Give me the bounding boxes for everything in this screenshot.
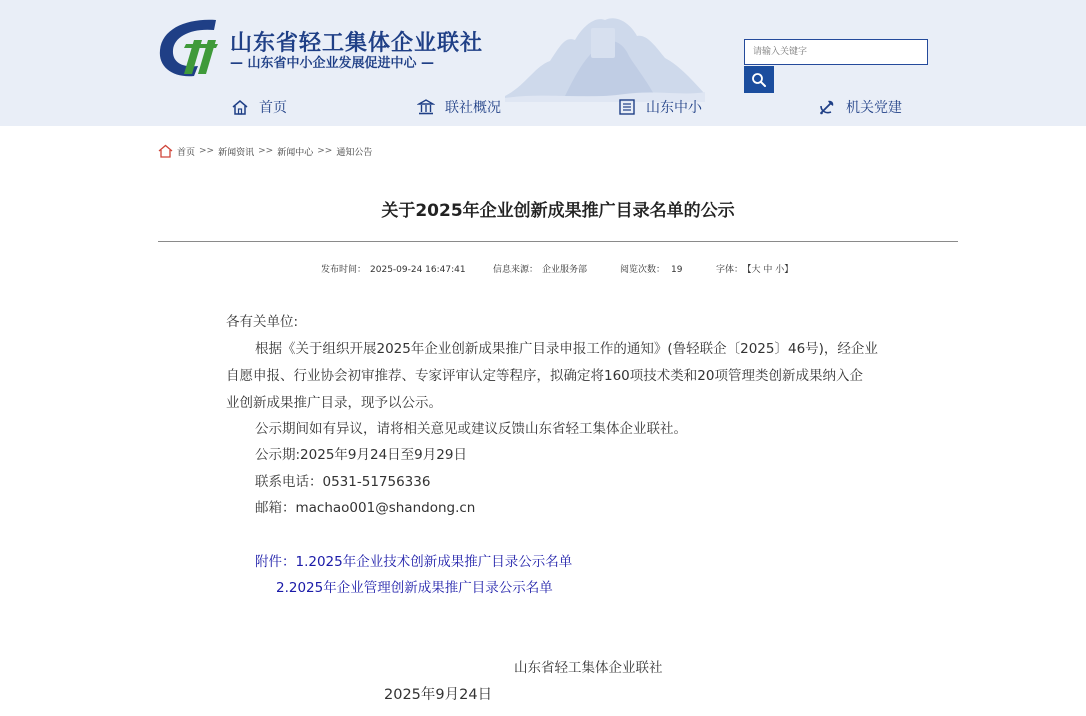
signature-date: 2025年9月24日 [384,687,493,703]
view-count [620,262,682,275]
paragraph-line: 业创新成果推广目录，现予以公示。 [226,395,442,411]
font-size-control [716,262,793,275]
article-title: 关于2025年企业创新成果推广目录名单的公示 [381,201,735,221]
nav-label: 首页 [259,100,287,116]
attachment-link-2[interactable]: 2.2025年企业管理创新成果推广目录公示名单 [276,580,553,596]
home-icon [158,144,173,158]
nav-item-about[interactable] [417,97,501,117]
org-subtitle: — 山东省中小企业发展促进中心 — [230,56,435,71]
info-source [493,262,587,275]
search-icon [751,72,767,88]
institution-icon [417,98,435,116]
nav-label: 山东中小 [646,100,702,116]
paragraph-line: 自愿申报、行业协会初审推荐、专家评审认定等程序，拟确定将160项技术类和20项管理类创新成果纳入企 [226,368,863,384]
info-source-label: 信息来源： [493,265,539,275]
breadcrumb-notices[interactable]: 通知公告 [336,147,373,158]
view-count-value: 19 [671,265,683,275]
nav-item-sd-sme[interactable] [618,97,702,117]
view-count-label: 阅览次数： [620,265,666,275]
home-icon [231,98,249,116]
building-icon [618,98,636,116]
breadcrumb-news-center[interactable]: 新闻中心 [277,147,314,158]
nav-item-home[interactable] [231,97,287,117]
breadcrumb-home[interactable]: 首页 [177,147,196,158]
nav-item-party[interactable] [818,97,902,117]
mountain-illustration [505,6,705,102]
font-size-label: 字体： [716,265,744,275]
paragraph-line: 根据《关于组织开展2025年企业创新成果推广目录申报工作的通知》(鲁轻联企〔2025〕46号)，经企业 [255,341,878,357]
signature-org: 山东省轻工集体企业联社 [514,660,663,676]
org-name: 山东省轻工集体企业联社 [230,31,484,56]
publish-time-value: 2025-09-24 16:47:41 [370,265,466,275]
breadcrumb-separator: >> [199,146,215,156]
font-size-options[interactable]: 【大 中 小】 [747,265,794,275]
party-icon [818,98,836,116]
search-button[interactable] [744,66,774,93]
publish-time [321,262,466,275]
contact-email: 邮箱：machao001@shandong.cn [255,500,476,516]
publish-time-label: 发布时间： [321,265,367,275]
nav-label: 机关党建 [846,100,902,116]
logo-icon [158,18,220,78]
info-source-value: 企业服务部 [542,265,588,275]
paragraph-objection: 公示期间如有异议，请将相关意见或建议反馈山东省轻工集体企业联社。 [255,421,687,437]
title-divider [158,241,958,242]
greeting: 各有关单位: [226,314,299,330]
attachment-link-1[interactable]: 附件：1.2025年企业技术创新成果推广目录公示名单 [255,554,573,570]
search-input[interactable] [744,39,928,65]
breadcrumb [158,144,372,158]
site-header [0,0,1086,126]
breadcrumb-news[interactable]: 新闻资讯 [218,147,255,158]
publicity-period: 公示期:2025年9月24日至9月29日 [255,447,467,463]
breadcrumb-separator: >> [258,146,274,156]
breadcrumb-separator: >> [317,146,333,156]
contact-phone: 联系电话：0531-51756336 [255,474,431,490]
nav-label: 联社概况 [445,100,501,116]
